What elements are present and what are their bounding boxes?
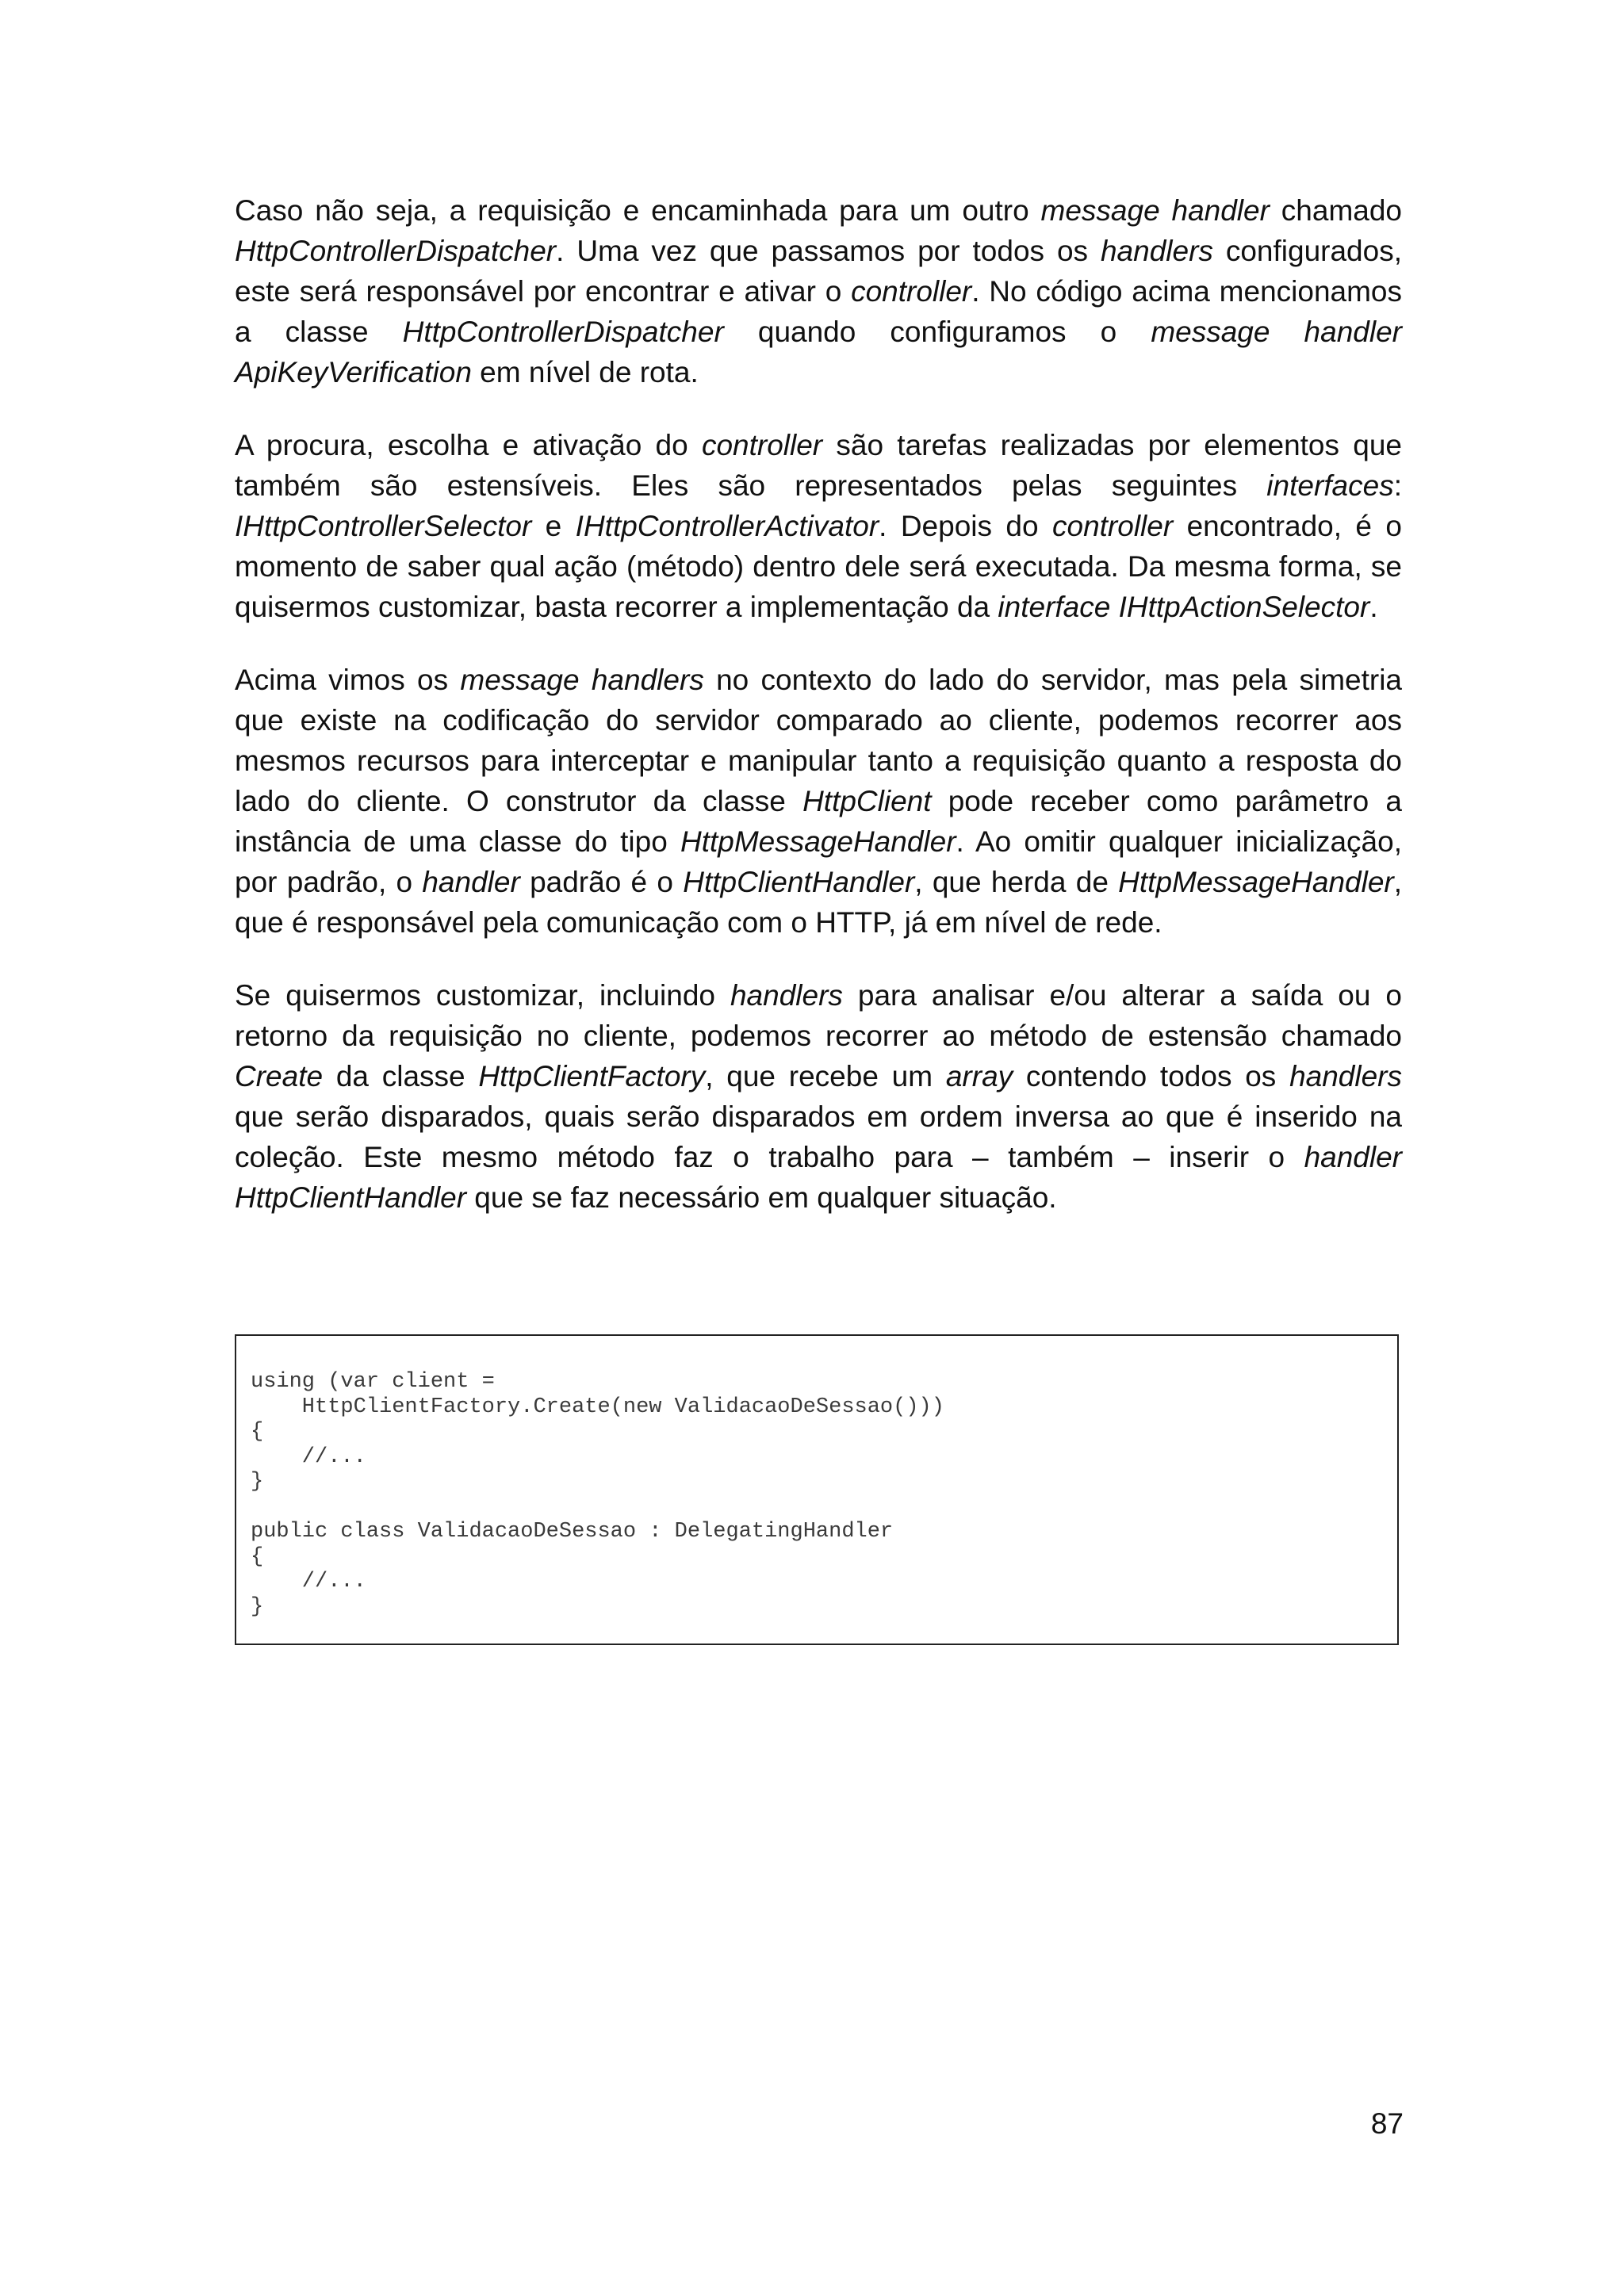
text-run: : bbox=[1393, 469, 1402, 502]
text-run: da classe bbox=[323, 1060, 479, 1093]
italic-term: message handler ApiKeyVerification bbox=[235, 316, 1402, 388]
text-run: , que recebe um bbox=[705, 1060, 946, 1093]
text-run: , que herda de bbox=[914, 866, 1119, 898]
body-text bbox=[235, 190, 1402, 1250]
code-line: using (var client = bbox=[251, 1370, 495, 1394]
code-line: //... bbox=[251, 1570, 366, 1594]
code-block bbox=[235, 1334, 1399, 1645]
text-run: Caso não seja, a requisição e encaminhada para um outro bbox=[235, 194, 1041, 227]
text-run: contendo todos os bbox=[1013, 1060, 1290, 1093]
code-line: HttpClientFactory.Create(new ValidacaoDeSessao())) bbox=[251, 1395, 944, 1419]
code-line: public class ValidacaoDeSessao : DelegatingHandler bbox=[251, 1520, 894, 1544]
text-run: A procura, escolha e ativação do bbox=[235, 429, 702, 461]
code-line: } bbox=[251, 1470, 264, 1494]
paragraph bbox=[235, 975, 1402, 1218]
text-run: em nível de rota. bbox=[471, 356, 699, 388]
page-number: 87 bbox=[1370, 2107, 1404, 2140]
paragraph bbox=[235, 190, 1402, 392]
text-run: padrão é o bbox=[519, 866, 684, 898]
italic-term: IHttpControllerActivator bbox=[575, 510, 879, 542]
italic-term: handlers bbox=[1100, 235, 1213, 267]
italic-term: message handler bbox=[1040, 194, 1270, 227]
paragraph bbox=[235, 660, 1402, 943]
code-line: { bbox=[251, 1420, 264, 1444]
text-run: são tarefas realizadas por elementos que também são estensíveis. Eles são representados pelas seguintes bbox=[235, 429, 1402, 502]
code-line: } bbox=[251, 1594, 264, 1619]
italic-term: array bbox=[945, 1060, 1013, 1093]
italic-term: handler HttpClientHandler bbox=[235, 1141, 1402, 1214]
italic-term: message handlers bbox=[460, 664, 704, 696]
text-run: . Depois do bbox=[879, 510, 1052, 542]
text-run: chamado bbox=[1269, 194, 1402, 227]
text-run: configurados, este será responsável por encontrar e ativar o bbox=[235, 235, 1402, 308]
code-line: { bbox=[251, 1544, 264, 1569]
text-run: que serão disparados, quais serão disparados em ordem inversa ao que é inserido na coleção. Este mesmo método faz o trabalho para – também – inserir o bbox=[235, 1100, 1402, 1173]
italic-term: controller bbox=[851, 275, 972, 308]
italic-term: HttpMessageHandler bbox=[680, 825, 956, 858]
italic-term: Create bbox=[235, 1060, 324, 1093]
text-run: encontrado, é o momento de saber qual ação (método) dentro dele será executada. Da mesma forma, se quisermos customizar, basta recorrer a implementação da bbox=[235, 510, 1403, 623]
italic-term: interfaces bbox=[1266, 469, 1394, 502]
italic-term: HttpControllerDispatcher bbox=[402, 316, 724, 348]
italic-term: handler bbox=[422, 866, 520, 898]
italic-term: IHttpControllerSelector bbox=[235, 510, 532, 542]
italic-term: interface IHttpActionSelector bbox=[998, 591, 1370, 623]
code-line: //... bbox=[251, 1445, 366, 1469]
italic-term: HttpClient bbox=[802, 785, 932, 817]
italic-term: HttpClientHandler bbox=[683, 866, 915, 898]
italic-term: HttpControllerDispatcher bbox=[235, 235, 557, 267]
text-run: quando configuramos o bbox=[723, 316, 1151, 348]
italic-term: HttpMessageHandler bbox=[1118, 866, 1394, 898]
text-run: pode receber como parâmetro a instância de uma classe do tipo bbox=[235, 785, 1402, 858]
text-run: e bbox=[531, 510, 576, 542]
text-run: no contexto do lado do servidor, mas pela simetria que existe na codificação do servidor comparado ao cliente, podemos recorrer aos mesmos recursos para interceptar e manipular tanto a requisição quanto a resposta do lado do cliente. O construtor da classe bbox=[235, 664, 1402, 817]
text-run: , que é responsável pela comunicação com o HTTP, já em nível de rede. bbox=[235, 866, 1403, 939]
text-run: Se quisermos customizar, incluindo bbox=[235, 979, 730, 1012]
text-run: . Uma vez que passamos por todos os bbox=[556, 235, 1101, 267]
text-run: . Ao omitir qualquer inicialização, por padrão, o bbox=[235, 825, 1402, 898]
italic-term: controller bbox=[701, 429, 823, 461]
code-listing bbox=[251, 1370, 944, 1620]
text-run: que se faz necessário em qualquer situação. bbox=[466, 1181, 1057, 1214]
text-run: . bbox=[1369, 591, 1378, 623]
paragraph bbox=[235, 425, 1402, 627]
text-run: . No código acima mencionamos a classe bbox=[235, 275, 1402, 348]
italic-term: handlers bbox=[1289, 1060, 1402, 1093]
italic-term: HttpClientFactory bbox=[478, 1060, 706, 1093]
italic-term: controller bbox=[1052, 510, 1174, 542]
italic-term: handlers bbox=[730, 979, 843, 1012]
text-run: para analisar e/ou alterar a saída ou o retorno da requisição no cliente, podemos recorrer ao método de estensão chamado bbox=[235, 979, 1402, 1052]
text-run: Acima vimos os bbox=[235, 664, 461, 696]
